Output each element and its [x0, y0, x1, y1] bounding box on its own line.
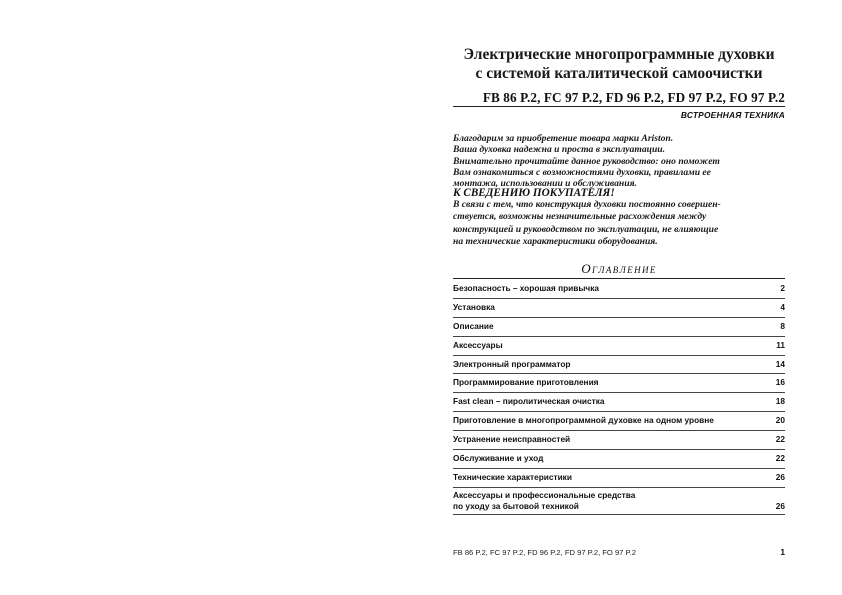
- toc-row[interactable]: [453, 374, 785, 393]
- toc-item-title: Технические характеристики: [453, 471, 572, 482]
- toc-item-page: 18: [775, 396, 785, 407]
- toc-item-title-line: по уходу за бытовой техникой: [453, 501, 579, 512]
- toc-row[interactable]: [453, 337, 785, 356]
- notice-line: ствуется, возможны незначительные расхождения между: [453, 211, 707, 223]
- toc-item-page: 4: [780, 301, 785, 312]
- notice-line: конструкцией и руководством по эксплуатации, не влияющие: [453, 223, 719, 235]
- footer-model-list: FB 86 P.2, FC 97 P.2, FD 96 P.2, FD 97 P.2, FO 97 P.2: [453, 548, 636, 557]
- table-of-contents: [453, 280, 785, 515]
- toc-row[interactable]: [453, 469, 785, 488]
- toc-row[interactable]: [453, 318, 785, 337]
- toc-item-page: 11: [776, 339, 785, 350]
- notice-heading: К СВЕДЕНИЮ ПОКУПАТЕЛЯ!: [453, 187, 615, 199]
- toc-row[interactable]: [453, 356, 785, 375]
- toc-row[interactable]: [453, 431, 785, 450]
- toc-item-title: Установка: [453, 301, 495, 312]
- toc-item-title: Обслуживание и уход: [453, 453, 544, 464]
- notice-line: В связи с тем, что конструкция духовки постоянно совершен-: [453, 199, 721, 210]
- title-line: Электрические многопрограммные духовки: [463, 46, 775, 63]
- intro-paragraph: [453, 133, 753, 189]
- notice-line: на технические характеристики оборудования.: [453, 236, 658, 248]
- manual-page: [453, 0, 785, 595]
- intro-line: Вам ознакомиться с возможностями духовки, правилами ее: [453, 166, 711, 178]
- toc-item-page: 22: [775, 453, 785, 464]
- toc-item-page: 26: [775, 500, 785, 511]
- toc-row[interactable]: [453, 412, 785, 431]
- model-list: FB 86 P.2, FC 97 P.2, FD 96 P.2, FD 97 P.2, FO 97 P.2: [482, 90, 785, 105]
- toc-item-title: Fast clean – пиролитическая очистка: [453, 396, 605, 407]
- notice-paragraph: [453, 199, 753, 249]
- toc-item-page: 16: [775, 377, 785, 388]
- toc-item-title-line: Аксессуары и профессиональные средства: [453, 489, 636, 500]
- page-number: 1: [780, 547, 785, 557]
- toc-row[interactable]: [453, 299, 785, 318]
- toc-item-title: [453, 490, 635, 513]
- document-title: [453, 45, 785, 83]
- toc-row[interactable]: [453, 450, 785, 469]
- toc-row[interactable]: [453, 393, 785, 412]
- toc-item-title: Электронный программатор: [453, 358, 571, 369]
- toc-item-title: Описание: [453, 320, 494, 331]
- toc-item-page: 8: [780, 320, 785, 331]
- toc-item-page: 22: [775, 434, 785, 445]
- toc-item-page: 20: [775, 415, 785, 426]
- toc-item-title: Устранение неисправностей: [453, 434, 571, 445]
- intro-line: монтажа, использовании и обслуживания.: [453, 178, 637, 190]
- toc-item-page: 2: [780, 283, 785, 293]
- header-divider: [453, 106, 785, 107]
- intro-line: Внимательно прочитайте данное руководство: оно поможет: [453, 155, 720, 167]
- toc-item-title: Программирование приготовления: [453, 377, 599, 388]
- intro-line: Благодарим за приобретение товара марки Ariston.: [453, 133, 674, 144]
- category-label: ВСТРОЕННАЯ ТЕХНИКА: [680, 110, 785, 120]
- title-line: с системой каталитической самоочистки: [475, 65, 763, 82]
- toc-item-title: Безопасность – хорошая привычка: [453, 283, 600, 293]
- toc-heading: Оглавление: [581, 261, 657, 276]
- toc-item-title: Аксессуары: [453, 339, 503, 350]
- toc-item-page: 26: [775, 471, 785, 482]
- toc-item-title: Приготовление в многопрограммной духовке на одном уровне: [453, 415, 714, 426]
- toc-item-page: 14: [775, 358, 785, 369]
- toc-row[interactable]: [453, 280, 785, 299]
- intro-line: Ваша духовка надежна и проста в эксплуатации.: [453, 144, 666, 156]
- toc-row[interactable]: [453, 488, 785, 515]
- toc-divider: [453, 278, 785, 279]
